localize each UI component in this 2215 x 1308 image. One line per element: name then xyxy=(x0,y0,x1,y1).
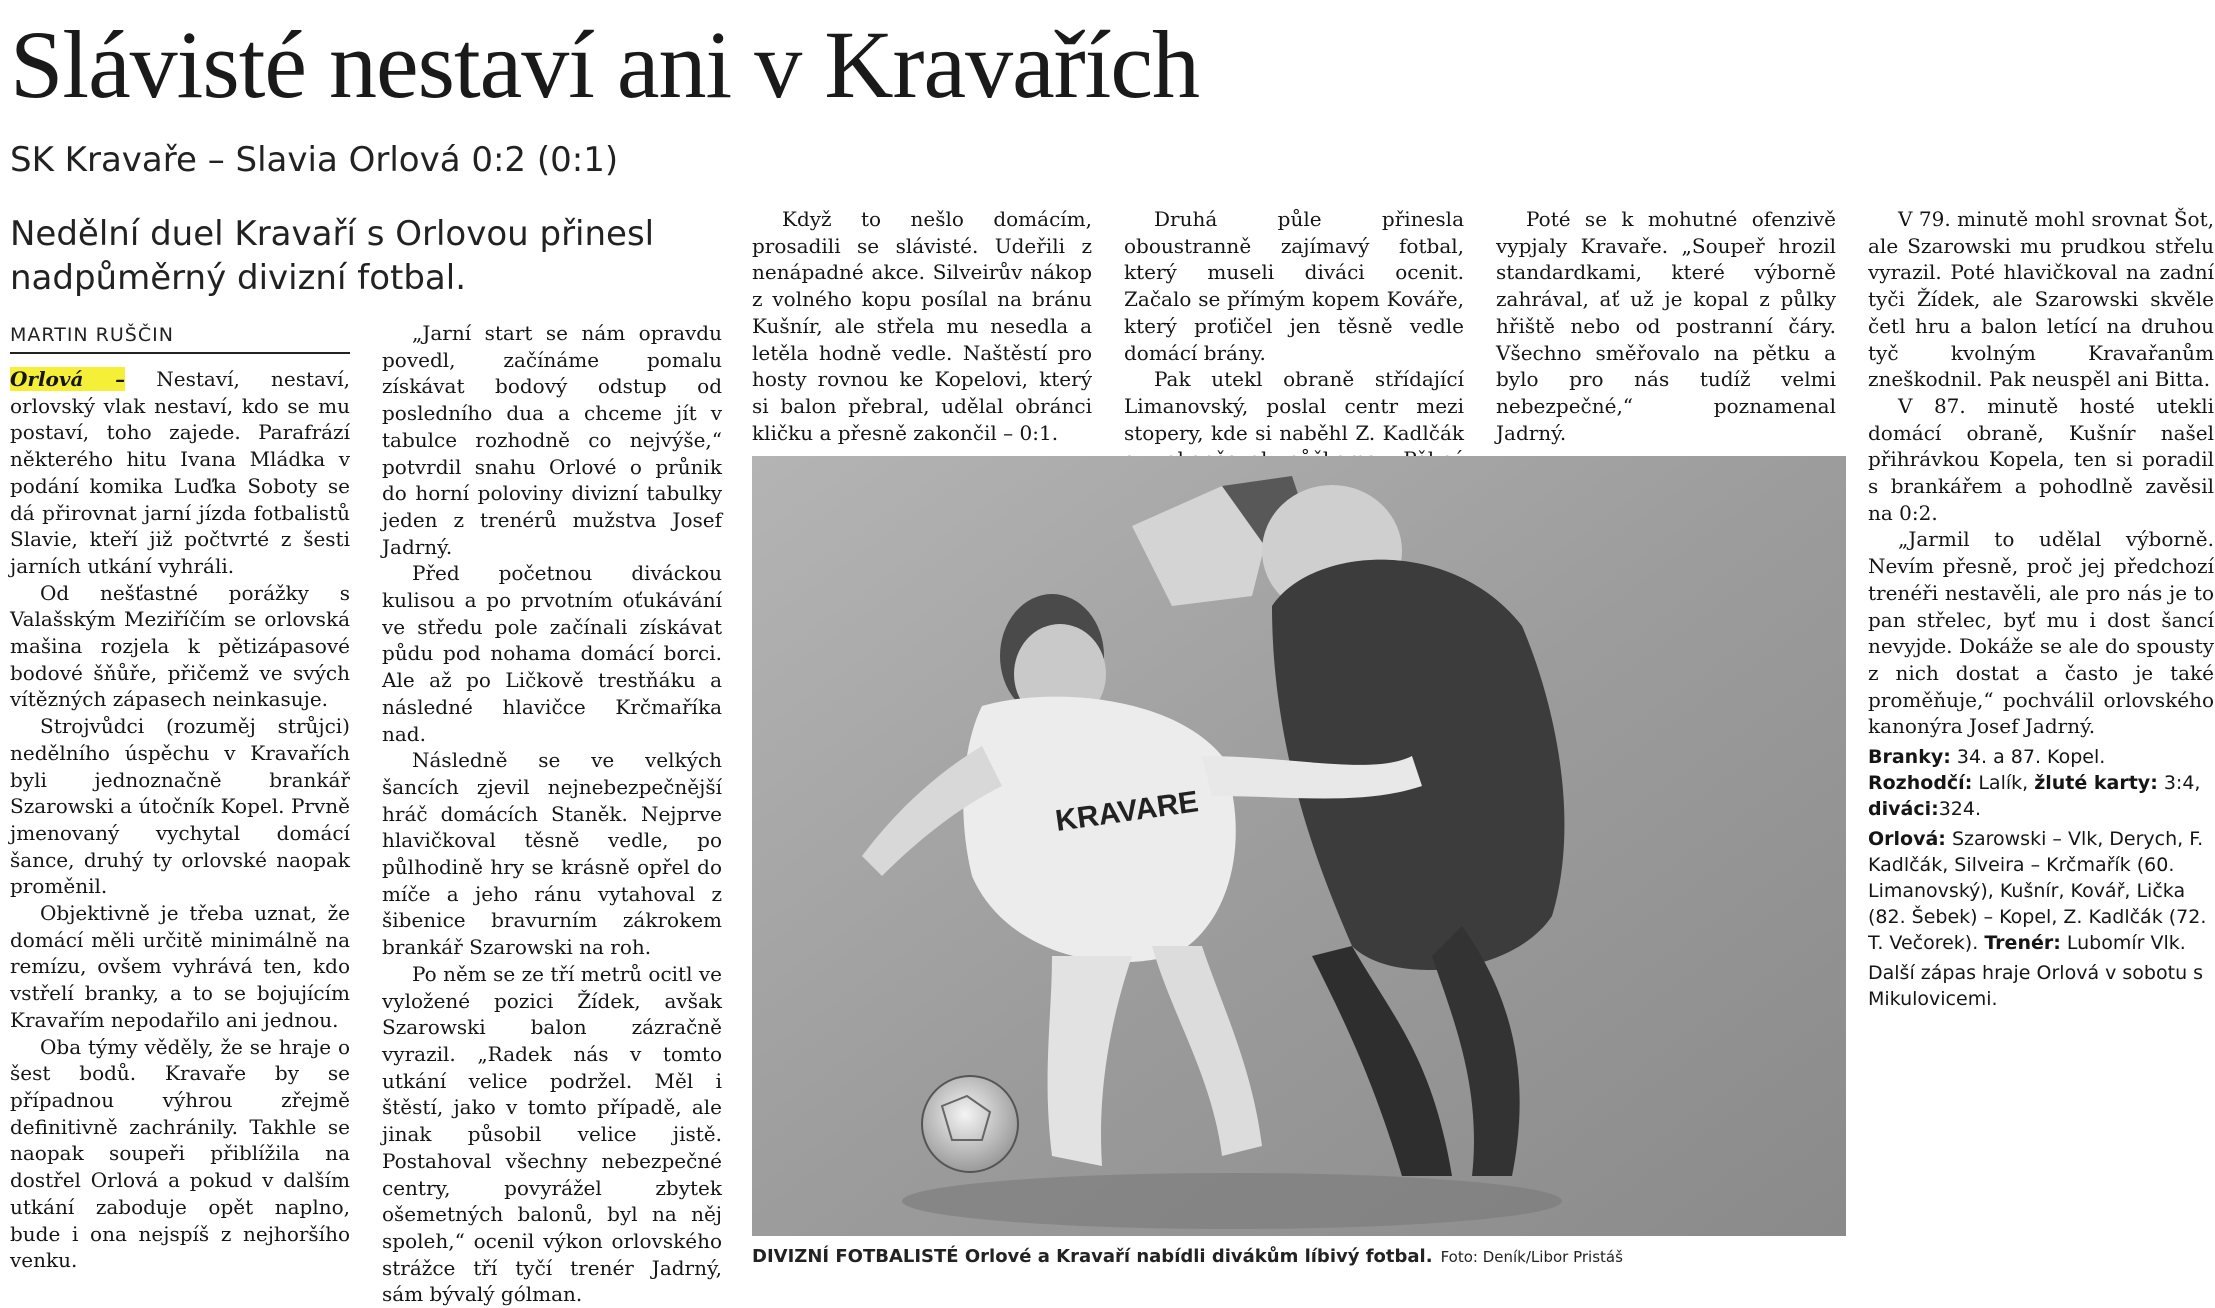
photo-credit: Foto: Deník/Libor Pristáš xyxy=(1440,1248,1623,1266)
body-text: Nestaví, nestaví, orlovský vlak nestaví, kdo se mu postaví, toho zajede. Parafrází některého hitu Ivana Mládka v podání komika Luďka Soboty se dá přirovnat jarní jízda fotbalistů Slavie, kteří již počtvrté z šesti jarních utkání vyhráli. xyxy=(10,367,350,578)
place-dateline: Orlová – xyxy=(10,367,126,391)
facts-goals-line: Branky: 34. a 87. Kopel. Rozhodčí: Lalík, žluté karty: 3:4, diváci:324. xyxy=(1868,746,2201,821)
body-paragraph: V 87. minutě hosté utekli domácí obraně, Kušnír našel přihrávkou Kopela, ten si poradil s brankářem a pohodlně zavěsil na 0:2. xyxy=(1868,393,2214,525)
body-paragraph: V 79. minutě mohl srovnat Šot, ale Szarowski mu prudkou střelu vyrazil. Poté hlavičkoval na zadní tyči Žídek, ale Szarowski skvěle četl hru a balon letící na druhou tyč kvolným Kravařanům zneškodnil. Pak neuspěl ani Bitta. xyxy=(1868,207,2214,392)
body-paragraph: Druhá půle přinesla oboustranně zajímavý fotbal, který museli diváci ocenit. Začalo se přímým kopem Kováře, který proťičel jen těsně vedle domácí brány. xyxy=(1124,207,1464,365)
body-paragraph: Následně se ve velkých šancích zjevil nejnebezpečnější hráč domácích Staněk. Nejprve hlavičkoval těsně vedle, po půlhodině hry se krásně opřel do míče a jeho ránu vytahoval z šibenice bravurním zákrokem brankář Szarowski na roh. xyxy=(382,748,722,960)
column-5 xyxy=(1496,206,1836,446)
body-paragraph: Strojvůdci (rozuměj strůjci) nedělního úspěchu v Kravařích byli jednoznačně brankář Szarowski a útočník Kopel. Prvně jmenovaný vychytal domácí šance, druhý ty orlovské naopak proměnil. xyxy=(10,714,350,899)
author-byline: MARTIN RUŠČIN xyxy=(10,318,350,354)
match-photo xyxy=(752,456,1846,1236)
photo-caption xyxy=(752,1244,1846,1270)
body-paragraph: Pak utekl obraně střídající Limanovský, poslal centr mezi stopery, kde si naběhl Z. Kadlčák xyxy=(1124,367,1464,445)
match-facts xyxy=(1868,744,2214,1012)
body-paragraph: Po něm se ze tří metrů ocitl ve vyložené pozici Žídek, avšak Szarowski balon zázračně vyrazil. „Radek nás v tomto utkání velice podržel. Měl i štěstí, jako v tomto případě, ale jinak působil velice jistě. Postahoval všechny nebezpečné centry, povyrážel zbytek ošemetných balonů, byl na něj spoleh,“ ocenil výkon orlovského strážce tří tyčí trenér Jadrný, sám bývalý gólman. xyxy=(382,961,722,1307)
caption-lead: DIVIZNÍ FOTBALISTÉ xyxy=(752,1246,959,1267)
column-1 xyxy=(10,366,350,1274)
match-score: SK Kravaře – Slavia Orlová 0:2 (0:1) xyxy=(10,140,619,180)
lead-paragraph: Nedělní duel Kravaří s Orlovou přinesl nadpůměrný divizní fotbal. xyxy=(10,214,655,298)
column-6 xyxy=(1868,206,2214,1016)
facts-next-match: Další zápas hraje Orlová v sobotu s Mikulovicemi. xyxy=(1868,962,2204,1011)
headline: Slávisté nestaví ani v Kravařích xyxy=(10,11,1199,118)
body-paragraph xyxy=(10,366,350,580)
body-paragraph: Od nešťastné porážky s Valašským Meziříčím se orlovská mašina rozjela k pětizápasové bodové šňůře, přičemž ve svých vítězných zápasech neinkasuje. xyxy=(10,580,350,712)
column-3 xyxy=(752,206,1092,446)
body-paragraph: „Jarmil to udělal výborně. Nevím přesně, proč jej předchozí trenéři nestavěli, ale pro nás je to pan střelec, byť mu i dost šancí nevyjde. Dokáže se ale do spousty z nich dostat a často je také proměňuje,“ pochválil orlovského kanonýra Josef Jadrný. xyxy=(1868,527,2214,739)
body-paragraph: Poté se k mohutné ofenzivě vypjaly Kravaře. „Soupeř hrozil standardkami, které výborně zahrával, ať už je kopal z půlky hřiště nebo od postranní čáry. Všechno směřovalo na pětku a bylo pro nás tudíž velmi nebezpečné,“ poznamenal Jadrný. xyxy=(1496,207,1836,445)
body-paragraph: „Jarní start se nám opravdu povedl, začínáme pomalu získávat bodový odstup od posledního dua a chceme jít v tabulce rozhodně co nejvýše,“ potvrdil snahu Orlové o průnik do horní poloviny divizní tabulky jeden z trenérů mužstva Josef Jadrný. xyxy=(382,321,722,559)
caption-text: Orlové a Kravaří nabídli divákům líbivý fotbal. xyxy=(958,1246,1433,1267)
jersey-lettering: KRAVARE xyxy=(1053,785,1201,838)
body-paragraph: Objektivně je třeba uznat, že domácí měli určitě minimálně na remízu, ovšem vyhrává ten, kdo vstřelí branky, a to se bojujícím Kravařím nepodařilo ani jednou. xyxy=(10,901,350,1032)
facts-lineup: Orlová: Szarowski – Vlk, Derych, F. Kadlčák, Silveira – Krčmařík (60. Limanovský), Kušnír, Kovář, Lička (82. Šebek) – Kopel, Z. Kadlčák (72. T. Večorek). Trenér: Lubomír Vlk. xyxy=(1868,828,2207,955)
body-paragraph: Před početnou diváckou kulisou a po prvotním oťukávání ve středu pole začínali získávat půdu pod nohama domácí borci. Ale až po Ličkově trestňáku a následné hlavičce Krčmaříka nad. xyxy=(382,561,722,746)
column-2 xyxy=(382,320,722,1308)
body-paragraph: Oba týmy věděly, že se hraje o šest bodů. Kravaře by se případnou výhrou zřejmě definitivně zachránily. Takhle se naopak soupeři přiblížila na dostřel Orlová a pokud v dalším utkání zaboduje opět naplno, bude i ona nejspíš z nejhoršího venku. xyxy=(10,1034,350,1273)
body-paragraph: Když to nešlo domácím, prosadili se slávisté. Udeřili z nenápadné akce. Silveirův nákop z volného kopu posílal na bránu Kušnír, ale střela mu nesedla a letěla hodně vedle. Naštěstí pro hosty rovnou ke Kopelovi, který si balon přebral, udělal obránci kličku a přesně zakončil – 0:1. xyxy=(752,207,1092,445)
